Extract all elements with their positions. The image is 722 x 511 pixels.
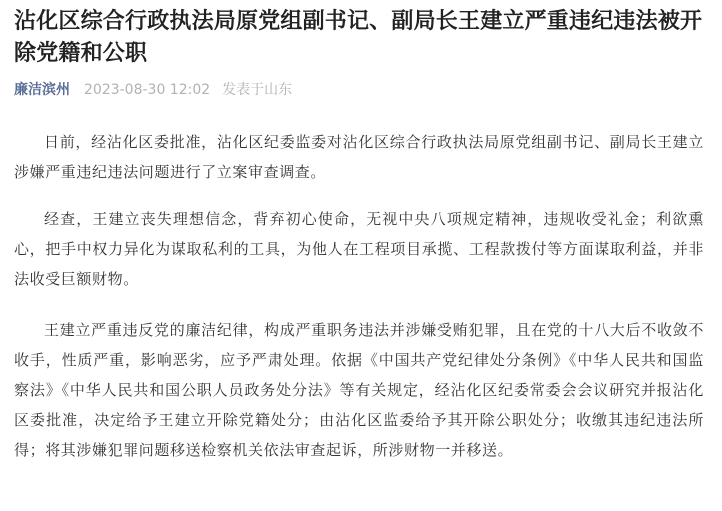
article-meta [14,80,292,100]
paragraph-3: 王建立严重违反党的廉洁纪律，构成严重职务违法并涉嫌受贿犯罪，且在党的十八大后不收敛不收手，性质严重，影响恶劣，应予严肃处理。依据《中国共产党纪律处分条例》《中华人民共和国监察法》《中华人民共和国公职人员政务处分法》等有关规定，经沾化区纪委常委会会议研究并报沾化区委批准，决定给予王建立开除党籍处分；由沾化区监委给予其开除公职处分；收缴其违纪违法所得；将其涉嫌犯罪问题移送检察机关依法审查起诉，所涉财物一并移送。 [14,321,704,459]
account-name-link[interactable]: 廉洁滨州 [14,82,70,98]
publish-time: 2023-08-30 12:02 [84,82,211,98]
paragraph-2: 经查，王建立丧失理想信念，背弃初心使命，无视中央八项规定精神，违规收受礼金；利欲熏心，把手中权力异化为谋取私利的工具，为他人在工程项目承揽、工程款拨付等方面谋取利益，并非法收受巨额财物。 [14,210,704,288]
publish-location: 发表于山东 [222,82,293,98]
article-title: 沾化区综合行政执法局原党组副书记、副局长王建立严重违纪违法被开除党籍和公职 [14,9,703,66]
paragraph-1: 日前，经沾化区委批准，沾化区纪委监委对沾化区综合行政执法局原党组副书记、副局长王建立涉嫌严重违纪违法问题进行了立案审查调查。 [14,133,704,181]
